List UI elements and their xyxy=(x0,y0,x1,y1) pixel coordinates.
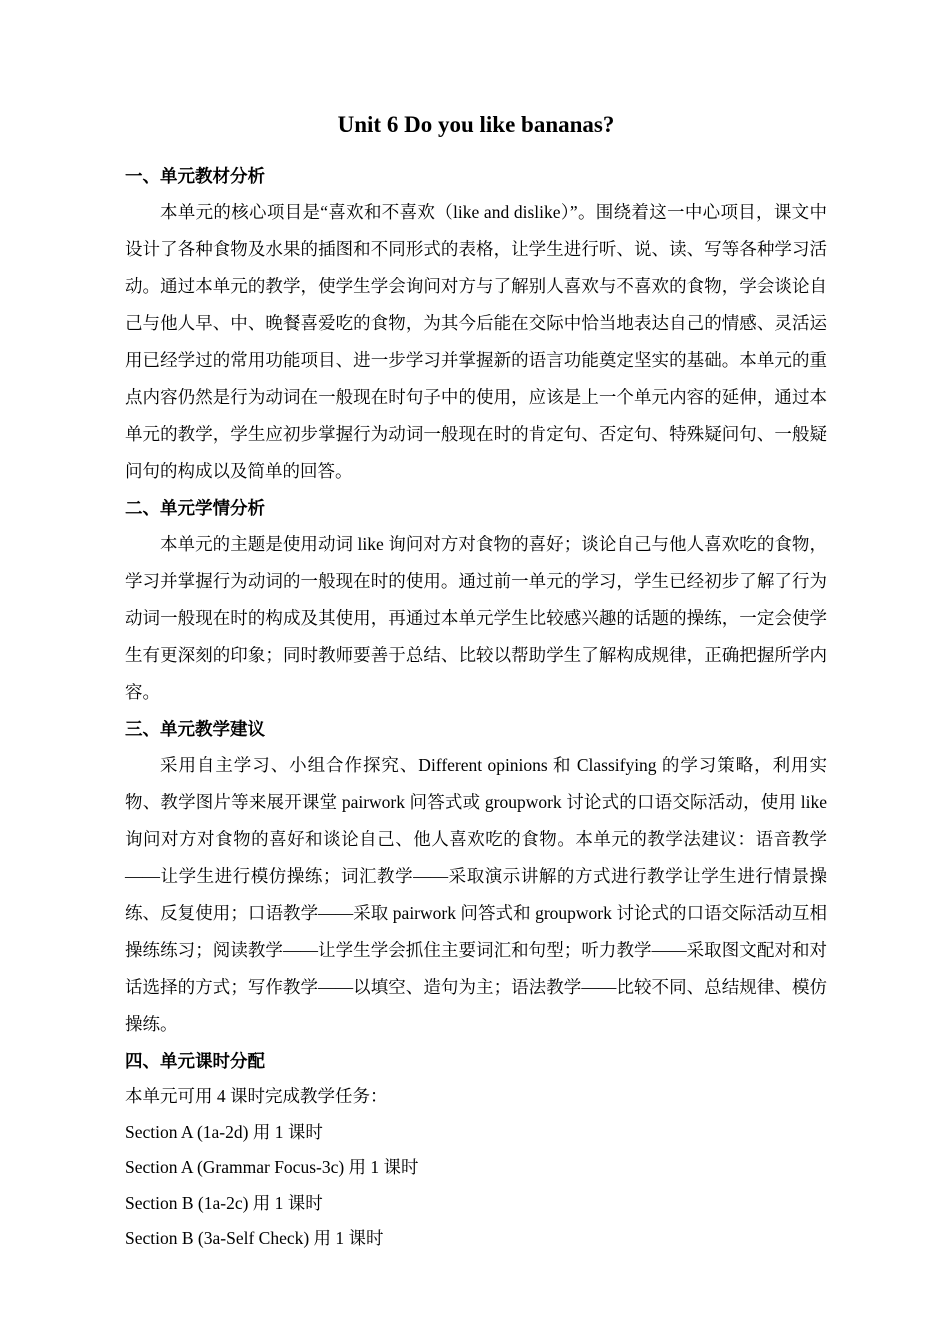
document-page xyxy=(125,108,827,1257)
allocation-line: Section A (1a-2d) 用 1 课时 xyxy=(125,1121,323,1142)
section-paragraph: 本单元的主题是使用动词 like 询问对方对食物的喜好；谈论自己与他人喜欢吃的食物，学习并掌握行为动词的一般现在时的使用。通过前一单元的学习，学生已经初步了解了行为动词一般现在时的构成及其使用，再通过本单元学生比较感兴趣的话题的操练，一定会使学生有更深刻的印象；同时教师要善于总结、比较以帮助学生了解构成规律，正确把握所学内容。 xyxy=(125,534,827,702)
section-paragraph: 采用自主学习、小组合作探究、Different opinions 和 Classifying 的学习策略，利用实物、教学图片等来展开课堂 pairwork 问答式或 groupwork 讨论式的口语交际活动，使用 like 询问对方对食物的喜好和谈论自己、他人喜欢吃的食物。本单元的教学法建议：语音教学——让学生进行模仿操练；词汇教学——采取演示讲解的方式进行教学让学生进行情景操练、反复使用；口语教学——采取 pairwork 问答式和 groupwork 讨论式的口语交际活动互相操练练习；阅读教学——让学生学会抓住主要词汇和句型；听力教学——采取图文配对和对话选择的方式；写作教学——以填空、造句为主；语法教学——比较不同、总结规律、模仿操练。 xyxy=(125,755,827,1034)
allocation-line: Section B (3a-Self Check) 用 1 课时 xyxy=(125,1228,384,1248)
allocation-line: Section A (Grammar Focus-3c) 用 1 课时 xyxy=(125,1157,419,1177)
section-heading: 二、单元学情分析 xyxy=(125,498,265,518)
section-learner-analysis xyxy=(125,490,827,711)
allocation-line: Section B (1a-2c) 用 1 课时 xyxy=(125,1192,323,1213)
section-textbook-analysis xyxy=(125,158,827,490)
section-heading: 三、单元教学建议 xyxy=(125,719,265,739)
section-teaching-suggestions xyxy=(125,711,827,1043)
section-lesson-allocation xyxy=(125,1043,827,1257)
section-heading: 一、单元教材分析 xyxy=(125,166,265,186)
allocation-line: 本单元可用 4 课时完成教学任务： xyxy=(125,1086,388,1106)
section-heading: 四、单元课时分配 xyxy=(125,1051,265,1071)
section-paragraph: 本单元的核心项目是“喜欢和不喜欢（like and dislike）”。围绕着这一中心项目，课文中设计了各种食物及水果的插图和不同形式的表格，让学生进行听、说、读、写等各种学习活动。通过本单元的教学，使学生学会询问对方与了解别人喜欢与不喜欢的食物，学会谈论自己与他人早、中、晚餐喜爱吃的食物，为其今后能在交际中恰当地表达自己的情感、灵活运用已经学过的常用功能项目、进一步学习并掌握新的语言功能奠定坚实的基础。本单元的重点内容仍然是行为动词在一般现在时句子中的使用，应该是上一个单元内容的延伸，通过本单元的教学，学生应初步掌握行为动词一般现在时的肯定句、否定句、特殊疑问句、一般疑问句的构成以及简单的回答。 xyxy=(125,202,827,481)
document-title: Unit 6 Do you like bananas? xyxy=(337,112,615,137)
